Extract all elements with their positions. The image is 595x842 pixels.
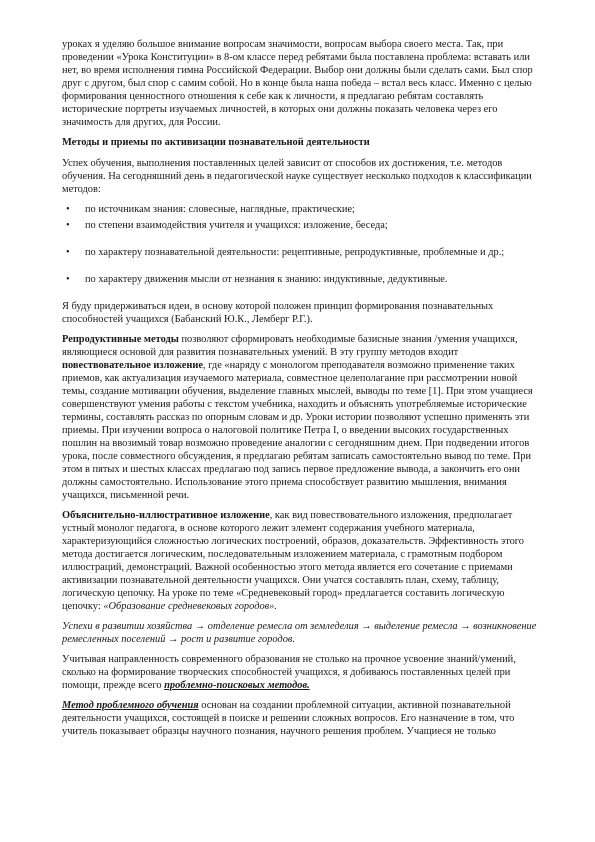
document-page (62, 38, 542, 745)
reproductive-methods-term: Репродуктивные методы (62, 334, 179, 345)
section-heading: Методы и приемы по активизации познавательной деятельности (62, 137, 370, 148)
problem-method-text: основан на создании проблемной ситуации, активной познавательной деятельности учащихся, состоящей в поиске и решении сложных вопросов. Его назначение в том, что учитель показывает образцы научного познания, научного решения проблем. Учащиеся не только (62, 700, 515, 737)
logic-chain-text: Успехи в развитии хозяйства → отделение ремесла от земледелия → выделение ремесла → возникновение ремесленных поселений → рост и развитие городов. (62, 621, 537, 645)
list-item: • по степени взаимодействия учителя и учащихся: изложение, беседа; (62, 219, 542, 232)
reproductive-text-2: , где «наряду с монологом преподавателя возможно применение таких приемов, как актуализация изучаемого материала, совместное целеполагание при рассмотрении новой темы, создание мотивации обучения, выделение главных мыслей, выводы по теме [1]. При этом учащиеся совершенствуют умения работы с текстом учебника, находить и объяснять употребляемые исторические термины, составлять рассказ по опорным словам и др. Уроки истории позволяют успешно применять эти приемы. При изучении вопроса о налоговой политике Петра I, о введении высоких государственных пошлин на ввозимый товар возможно проведение аналогии с сегодняшним днем. При подведении итогов урока, после совместного обсуждения, я предлагаю ребятам записать самостоятельно вывод по теме. При этом в пятых и шестых классах предлагаю под запись первое предложение вывода, а закончить его они должны самостоятельно. Использование этого приема способствует развитию мышления, внимания учащихся, письменной речи. (62, 360, 533, 501)
narrative-presentation-term: повествовательное изложение (62, 360, 203, 371)
list-item: • по характеру познавательной деятельности: рецептивные, репродуктивные, проблемные и др.; (62, 246, 542, 259)
explanatory-paragraph (62, 509, 542, 613)
orientation-paragraph (62, 653, 542, 692)
problem-method-paragraph (62, 699, 542, 738)
explanatory-text: , как вид повествовательного изложения, предполагает устный монолог педагога, в основе которого лежит элемент содержания учебного материала, характеризующийся сложностью логических построений, образов, доказательств. Эффективность этого метода достигается логическим, последовательным изложением материала, с грамотным подбором иллюстраций, демонстраций. Важной особенностью этого метода является его сочетание с приемами активизации познавательной деятельности учащихся. Они учатся составлять план, схему, таблицу, логическую цепочку. На уроке по теме «Средневековый город» предлагается составить логическую цепочку: (62, 510, 524, 612)
logic-chain (62, 620, 542, 646)
reproductive-methods-paragraph (62, 333, 542, 502)
explanatory-example: «Образование средневековых городов». (103, 601, 277, 612)
classification-list (62, 203, 542, 286)
problem-search-methods-term: проблемно-поисковых методов. (164, 680, 310, 691)
reproductive-text-1: позволяют сформировать необходимые базисные знания /умения учащихся, являющиеся основой для развития познавательных умений. В эту группу методов входит (62, 334, 518, 358)
list-item: • по источникам знания: словесные, наглядные, практические; (62, 203, 542, 216)
intro-paragraph: уроках я уделяю большое внимание вопросам значимости, вопросам выбора своего места. Так, при проведении «Урока Конституции» в 8-ом классе перед ребятами была поставлена проблема: вставать или нет, во время исполнения гимна Российской Федерации. Выбор они должны были сделать сами. Был спор друг с другом, был спор с самим собой. Но в конце была наша победа – встал весь класс. Именно с целью формирования ценностного отношения к себе как к личности, я предлагаю ребятам составлять исторические портреты изучаемых личностей, в которых они должны показать человека через его значимость для других, для России. (62, 39, 533, 128)
list-item: • по характеру движения мысли от незнания к знанию: индуктивные, дедуктивные. (62, 273, 542, 286)
classification-intro-paragraph: Успех обучения, выполнения поставленных целей зависит от способов их достижения, т.е. методов обучения. На сегодняшний день в педагогической науке существует несколько подходов к классификации методов: (62, 158, 532, 195)
adherence-paragraph: Я буду придерживаться идеи, в основу которой положен принцип формирования познавательных способностей учащихся (Бабанский Ю.К., Лемберг Р.Г.). (62, 301, 494, 325)
orientation-text: Учитывая направленность современного образования не столько на прочное усвоение знаний/умений, сколько на формирование творческих способностей учащихся, я добиваюсь поставленных целей при помощи, прежде всего (62, 654, 516, 691)
explanatory-term: Объяснительно-иллюстративное изложение (62, 510, 270, 521)
problem-method-term: Метод проблемного обучения (62, 700, 199, 711)
